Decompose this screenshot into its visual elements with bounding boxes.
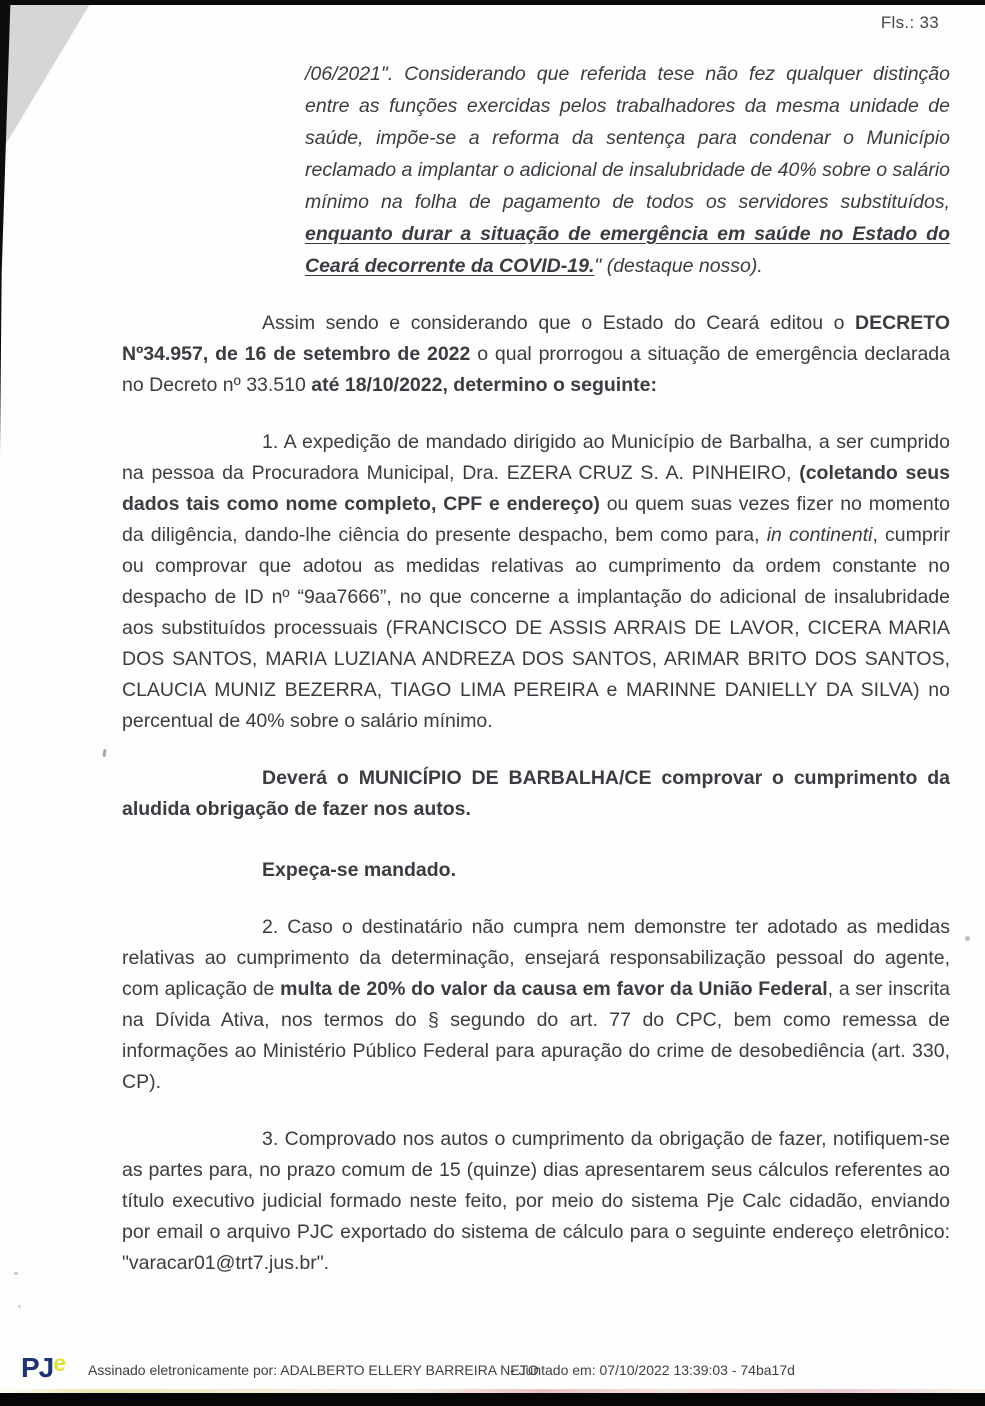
pje-logo <box>21 1352 66 1384</box>
paragraph-devera <box>122 763 950 825</box>
latin-term-italic: in continenti <box>766 524 873 546</box>
quoted-excerpt-paragraph <box>305 58 950 282</box>
deadline-bold: até 18/10/2022, determino o seguinte: <box>311 374 657 396</box>
paragraph-text: Assim sendo e considerando que o Estado do Ceará editou o <box>262 312 855 334</box>
signature-label: Assinado eletronicamente por: ADALBERTO ELLERY BARREIRA NETO <box>88 1362 539 1378</box>
quote-highlighted-text: enquanto durar a situação de emergência em saúde no Estado do Ceará decorrente da COVID-19. <box>305 223 950 277</box>
paragraph-item-1 <box>122 427 950 737</box>
filing-timestamp-label: - Juntado em: 07/10/2022 13:39:03 - 74ba17d <box>510 1362 795 1378</box>
penalty-bold: multa de 20% do valor da causa em favor da União Federal <box>280 978 828 1000</box>
paragraph-item-3 <box>122 1124 950 1279</box>
document-content <box>122 58 950 1279</box>
quote-body-text: /06/2021". Considerando que referida tese não fez qualquer distinção entre as funções exercidas pelos trabalhadores da mesma unidade de saúde, impõe-se a reforma da sentença para condenar o Município reclamado a implantar o adicional de insalubridade de 40% sobre o salário mínimo na folha de pagamento de todos os servidores substituídos, <box>305 63 950 213</box>
pje-logo-e: e <box>53 1350 67 1376</box>
scan-speck <box>14 1272 18 1275</box>
paragraph-text: o qual prorrogou a situação de emergência declarada no Decreto nº 33.510 <box>122 343 950 396</box>
scan-speck <box>18 1305 21 1308</box>
data-collection-bold: (coletando seus dados tais como nome completo, CPF e endereço) <box>122 462 951 515</box>
scan-corner-fold-artifact <box>0 4 90 154</box>
paragraph-text: Expeça-se mandado. <box>262 859 456 881</box>
pje-signature-footer <box>0 1352 985 1392</box>
pje-logo-pj: PJ <box>21 1352 54 1383</box>
scan-speck <box>102 749 106 757</box>
paragraph-decreto <box>122 308 950 401</box>
paragraph-text: 3. Comprovado nos autos o cumprimento da obrigação de fazer, notifiquem-se as partes para, no prazo comum de 15 (quinze) dias apresentarem seus cálculos referentes ao título executivo judicial formado neste feito, por meio do sistema Pje Calc cidadão, enviando por email o arquivo PJC exportado do sistema de cálculo para o seguinte endereço eletrônico: "varacar01@trt7.jus.br". <box>122 1128 950 1274</box>
paragraph-text: Deverá o MUNICÍPIO DE BARBALHA/CE comprovar o cumprimento da aludida obrigação de fazer nos autos. <box>122 767 950 820</box>
scan-top-edge-artifact <box>0 0 985 5</box>
paragraph-text: , a ser inscrita na Dívida Ativa, nos termos do § segundo do art. 77 do CPC, bem como remessa de informações ao Ministério Público Federal para apuração do crime de desobediência (art. 330, CP). <box>122 978 950 1093</box>
paragraph-text: 2. Caso o destinatário não cumpra nem demonstre ter adotado as medidas relativas ao cumprimento da determinação, ensejará responsabilização pessoal do agente, com aplicação de <box>122 916 950 1000</box>
decreto-number-bold: DECRETO Nº34.957, de 16 de setembro de 2022 <box>122 312 950 365</box>
paragraph-text: 1. A expedição de mandado dirigido ao Município de Barbalha, a ser cumprido na pessoa da Procuradora Municipal, Dra. EZERA CRUZ S. A. PINHEIRO, <box>122 431 950 484</box>
paragraph-text: , cumprir ou comprovar que adotou as medidas relativas ao cumprimento da ordem constante no despacho de ID nº “9aa7666”, no que concerne a implantação do adicional de insalubridade aos substituídos processuais (FRANCISCO DE ASSIS ARRAIS DE LAVOR, CICERA MARIA DOS SANTOS, MARIA LUZIANA ANDREZA DOS SANTOS, ARIMAR BRITO DOS SANTOS, CLAUCIA MUNIZ BEZERRA, TIAGO LIMA PEREIRA e MARINNE DANIELLY DA SILVA) no percentual de 40% sobre o salário mínimo. <box>122 524 951 732</box>
paragraph-expeca-se <box>122 855 950 886</box>
scan-bottom-edge-artifact <box>0 1393 985 1406</box>
scan-speck <box>965 936 970 941</box>
page-number-label: Fls.: 33 <box>880 13 939 32</box>
paragraph-text: ou quem suas vezes fizer no momento da diligência, dando-lhe ciência do presente despacho, bem como para, <box>122 493 950 546</box>
paragraph-item-2 <box>122 912 950 1098</box>
quote-closing-text: " (destaque nosso). <box>594 255 763 277</box>
